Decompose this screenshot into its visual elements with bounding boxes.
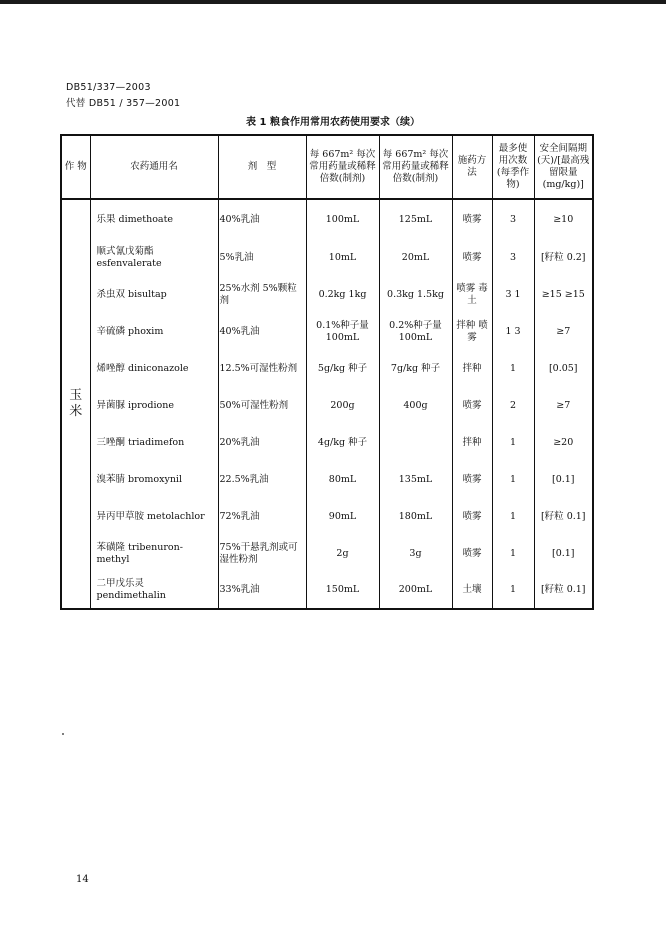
cell-name: 三唑酮 triadimefon: [90, 424, 218, 461]
cell-form: 40%乳油: [218, 313, 306, 350]
cell-times: 3 1: [492, 276, 534, 313]
cell-times: 1: [492, 350, 534, 387]
cell-safety: [籽粒 0.2]: [534, 239, 593, 276]
cell-name: 异丙甲草胺 metolachlor: [90, 498, 218, 535]
cell-form: 20%乳油: [218, 424, 306, 461]
cell-dose-max: 135mL: [379, 461, 452, 498]
cell-form: 33%乳油: [218, 572, 306, 609]
cell-form: 50%可湿性粉剂: [218, 387, 306, 424]
table-row: [61, 199, 593, 239]
cell-safety: ≥20: [534, 424, 593, 461]
table-row: [61, 461, 593, 498]
cell-safety: [0.1]: [534, 461, 593, 498]
cell-dose-max: 180mL: [379, 498, 452, 535]
cell-times: 1: [492, 424, 534, 461]
cell-dose-normal: 80mL: [306, 461, 379, 498]
cell-method: 喷雾: [452, 199, 492, 239]
cell-dose-normal: 90mL: [306, 498, 379, 535]
cell-dose-max: 0.2%种子量 100mL: [379, 313, 452, 350]
cell-name: 杀虫双 bisultap: [90, 276, 218, 313]
cell-times: 1 3: [492, 313, 534, 350]
col-crop: 作 物: [61, 135, 90, 199]
replaces-standard: 代替 DB51 / 357—2001: [66, 98, 181, 109]
cell-dose-normal: 4g/kg 种子: [306, 424, 379, 461]
col-max-times: 最多使用次数(每季作物): [492, 135, 534, 199]
cell-dose-max: 7g/kg 种子: [379, 350, 452, 387]
col-dose-normal: 每 667m² 每次常用药量或稀释倍数(制剂): [306, 135, 379, 199]
cell-form: 25%水剂 5%颗粒剂: [218, 276, 306, 313]
cell-method: 喷雾: [452, 535, 492, 572]
cell-form: 22.5%乳油: [218, 461, 306, 498]
cell-times: 1: [492, 572, 534, 609]
cell-method: 喷雾: [452, 461, 492, 498]
cell-method: 喷雾: [452, 239, 492, 276]
cell-method: 喷雾: [452, 498, 492, 535]
cell-dose-normal: 10mL: [306, 239, 379, 276]
cell-safety: [0.05]: [534, 350, 593, 387]
cell-safety: ≥7: [534, 387, 593, 424]
table-row: [61, 498, 593, 535]
cell-safety: ≥15 ≥15: [534, 276, 593, 313]
cell-times: 2: [492, 387, 534, 424]
table-row: [61, 313, 593, 350]
cell-dose-max: 125mL: [379, 199, 452, 239]
cell-method: 拌种: [452, 350, 492, 387]
table-row: [61, 350, 593, 387]
table-row: [61, 535, 593, 572]
cell-name: 辛硫磷 phoxim: [90, 313, 218, 350]
cell-form: 72%乳油: [218, 498, 306, 535]
cell-dose-normal: 100mL: [306, 199, 379, 239]
col-formulation: 剂 型: [218, 135, 306, 199]
cell-times: 3: [492, 199, 534, 239]
col-method: 施药方法: [452, 135, 492, 199]
cell-safety: ≥7: [534, 313, 593, 350]
cell-safety: ≥10: [534, 199, 593, 239]
cell-dose-normal: 2g: [306, 535, 379, 572]
cell-dose-max: 400g: [379, 387, 452, 424]
cell-dose-normal: 150mL: [306, 572, 379, 609]
cell-method: 喷雾: [452, 387, 492, 424]
cell-name: 顺式氰戊菊酯 esfenvalerate: [90, 239, 218, 276]
cell-method: 喷雾 毒土: [452, 276, 492, 313]
cell-dose-normal: 5g/kg 种子: [306, 350, 379, 387]
standard-code: DB51/337—2003: [66, 82, 151, 93]
cell-dose-max: 3g: [379, 535, 452, 572]
cell-times: 1: [492, 461, 534, 498]
cell-name: 异菌脲 iprodione: [90, 387, 218, 424]
pesticide-table: [60, 134, 594, 610]
table-caption: 表 1 粮食作用常用农药使用要求（续）: [246, 117, 420, 128]
table-row: [61, 572, 593, 609]
cell-name: 溴苯腈 bromoxynil: [90, 461, 218, 498]
cell-dose-max: 0.3kg 1.5kg: [379, 276, 452, 313]
table-row: [61, 424, 593, 461]
crop-cell: 玉 米: [61, 199, 90, 609]
col-safety: 安全间隔期(天)/[最高残留限量(mg/kg)]: [534, 135, 593, 199]
cell-times: 1: [492, 498, 534, 535]
cell-form: 40%乳油: [218, 199, 306, 239]
cell-dose-normal: 0.1%种子量 100mL: [306, 313, 379, 350]
table-row: [61, 239, 593, 276]
speck: [62, 733, 64, 735]
cell-method: 土壤: [452, 572, 492, 609]
cell-name: 二甲戊乐灵 pendimethalin: [90, 572, 218, 609]
cell-safety: [籽粒 0.1]: [534, 498, 593, 535]
header-row: [61, 135, 593, 199]
cell-dose-normal: 200g: [306, 387, 379, 424]
table-row: [61, 276, 593, 313]
cell-form: 12.5%可湿性粉剂: [218, 350, 306, 387]
cell-dose-max: [379, 424, 452, 461]
cell-safety: [籽粒 0.1]: [534, 572, 593, 609]
page-number: 14: [76, 874, 89, 885]
cell-name: 乐果 dimethoate: [90, 199, 218, 239]
table-row: [61, 387, 593, 424]
cell-method: 拌种: [452, 424, 492, 461]
cell-safety: [0.1]: [534, 535, 593, 572]
cell-dose-normal: 0.2kg 1kg: [306, 276, 379, 313]
top-rule: [0, 0, 666, 4]
cell-times: 3: [492, 239, 534, 276]
col-name: 农药通用名: [90, 135, 218, 199]
cell-form: 5%乳油: [218, 239, 306, 276]
cell-form: 75%干悬乳剂或可湿性粉剂: [218, 535, 306, 572]
col-dose-max: 每 667m² 每次常用药量或稀释倍数(制剂): [379, 135, 452, 199]
cell-name: 苯磺隆 tribenuron-methyl: [90, 535, 218, 572]
cell-dose-max: 20mL: [379, 239, 452, 276]
cell-method: 拌种 喷雾: [452, 313, 492, 350]
cell-name: 烯唑醇 diniconazole: [90, 350, 218, 387]
cell-times: 1: [492, 535, 534, 572]
cell-dose-max: 200mL: [379, 572, 452, 609]
